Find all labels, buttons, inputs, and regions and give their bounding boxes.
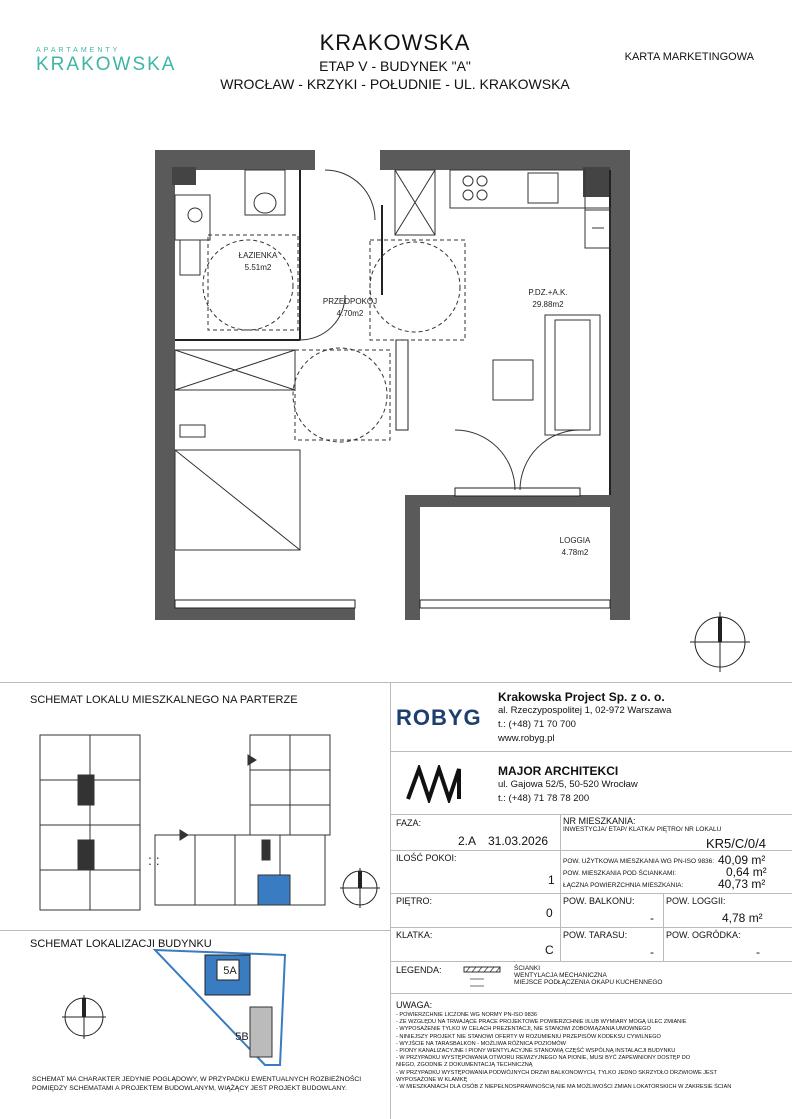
compass-location-icon xyxy=(62,995,106,1039)
legend-icons xyxy=(462,965,507,991)
room-bathroom-name: ŁAZIENKA xyxy=(238,251,278,260)
developer-phone: t.: (+48) 71 70 700 xyxy=(498,719,576,730)
apartment-number-label: NR MIESZKANIA: xyxy=(563,816,636,826)
floor-plan xyxy=(150,145,650,630)
garden-value: - xyxy=(756,945,760,959)
usable-area-value: 40,09 m² xyxy=(718,853,766,867)
walls-area-value: 0,64 m² xyxy=(726,865,767,879)
usable-area-label: POW. UŻYTKOWA MIESZKANIA WG PN-ISO 9836: xyxy=(563,858,715,865)
building-5a-label: 5A xyxy=(223,965,237,977)
legend-item-hood: MIEJSCE PODŁĄCZENIA OKAPU KUCHENNEGO xyxy=(514,979,663,986)
compass-small-icon xyxy=(340,868,380,908)
floor-value: 0 xyxy=(546,906,553,920)
note-item: - W MIESZKANIACH DLA OSÓB Z NIEPEŁNOSPRAWNOŚCIĄ NIE MA MOŻLIWOŚCI ZMIAN LOKATORSKICH W ZAKRESIE ŚCIAN xyxy=(396,1084,732,1091)
apartment-number-sub: INWESTYCJA/ ETAP/ KLATKA/ PIĘTRO/ NR LOKALU xyxy=(563,826,722,833)
brand-logo xyxy=(36,47,176,76)
garden-label: POW. OGRÓDKA: xyxy=(666,930,741,940)
notes-list xyxy=(396,1012,776,1091)
stair-value: C xyxy=(545,943,554,957)
robyg-logo: ROBYG xyxy=(396,705,482,730)
total-area-label: ŁĄCZNA POWIERZCHNIA MIESZKANIA: xyxy=(563,882,684,889)
room-living-name: P.DZ.+A.K. xyxy=(528,288,568,297)
room-loggia-area: 4.78m2 xyxy=(561,548,589,557)
total-area-value: 40,73 m² xyxy=(718,877,766,891)
balcony-value: - xyxy=(650,911,654,925)
note-item: - W PRZYPADKU WYSTĘPOWANIA OTWORU REWIZYJNEGO NA PIONIE, MUSI BYĆ ZAPEWNIONY DOSTĘP DO xyxy=(396,1055,691,1062)
stair-label: KLATKA: xyxy=(396,930,433,940)
architect-address: ul. Gajowa 52/5, 50-520 Wrocław xyxy=(498,779,638,790)
faza-value: 2.A xyxy=(458,834,477,848)
title-subtitle: ETAP V - BUDYNEK "A" xyxy=(319,58,471,74)
note-item: - POWIERZCHNIE LICZONE WG NORMY PN-ISO 9836 xyxy=(396,1012,538,1018)
compass-icon xyxy=(690,612,750,672)
svg-text:: :: : : xyxy=(148,852,160,868)
apartment-number-value: KR5/C/0/4 xyxy=(706,836,766,851)
legend-items xyxy=(514,965,662,986)
title-main: KRAKOWSKA xyxy=(319,30,471,55)
terrace-value: - xyxy=(650,945,654,959)
developer-address: al. Rzeczypospolitej 1, 02-972 Warszawa xyxy=(498,705,672,716)
notes xyxy=(396,1000,776,1091)
developer-info xyxy=(498,690,671,746)
page-title xyxy=(220,30,570,92)
room-bathroom-area: 5.51m2 xyxy=(244,263,272,272)
room-hall-area: 4.70m2 xyxy=(336,309,364,318)
balcony-label: POW. BALKONU: xyxy=(563,896,635,906)
architect-name: MAJOR ARCHITEKCI xyxy=(498,764,619,778)
room-hall-name: PRZEDPOKÓJ xyxy=(322,297,378,306)
note-item: - NINIEJSZY PROJEKT NIE STANOWI OFERTY W ROZUMIENIU PRZEPISÓW KODEKSU CYWILNEGO xyxy=(396,1033,661,1040)
legend-item-walls: ŚCIANKI xyxy=(514,965,541,972)
loggia-value: 4,78 m² xyxy=(722,911,763,925)
walls-area-label: POW. MIESZKANIA POD ŚCIANKAMI: xyxy=(563,870,677,877)
legend-item-ventilation: WENTYLACJA MECHANICZNA xyxy=(514,972,607,979)
building-5b-label: 5B xyxy=(235,1031,249,1043)
card-type: KARTA MARKETINGOWA xyxy=(624,51,754,63)
location-scheme-title: SCHEMAT LOKALIZACJI BUDYNKU xyxy=(30,938,212,950)
rooms-value: 1 xyxy=(548,873,555,887)
title-address: WROCŁAW - KRZYKI - POŁUDNIE - UL. KRAKOWSKA xyxy=(220,76,570,92)
developer-web: www.robyg.pl xyxy=(498,733,555,744)
terrace-label: POW. TARASU: xyxy=(563,930,628,940)
note-item: - W PRZYPADKU WYSTĘPOWANIA PODWÓJNYCH DRZWI BALKONOWYCH, TYLKO JEDNO SKRZYDŁO DRZWIOWE JEST xyxy=(396,1069,717,1076)
note-item: - WYJŚCIE NA TARASBALKON - MOŻLIWA RÓŻNICA POZIOMÓW xyxy=(396,1040,566,1047)
location-scheme xyxy=(150,945,300,1070)
date-value: 31.03.2026 xyxy=(488,834,549,848)
note-item: NIEGO, ZGODNIE Z DOKUMENTACJĄ TECHNICZNĄ xyxy=(396,1062,533,1069)
brand-big-text: KRAKOWSKA xyxy=(36,54,177,75)
room-living-area: 29.88m2 xyxy=(532,300,564,309)
brand-small-text: APARTAMENTY xyxy=(36,47,121,54)
architect-phone: t.: (+48) 71 78 78 200 xyxy=(498,793,590,804)
room-loggia-name: LOGGIA xyxy=(559,536,591,545)
loggia-label: POW. LOGGII: xyxy=(666,896,726,906)
floor-label: PIĘTRO: xyxy=(396,896,433,906)
notes-title: UWAGA: xyxy=(396,1000,433,1010)
note-item: - PIONY KANALIZACYJNE I PIONY WENTYLACYJNE STANOWIĄ CZĘŚĆ WSPÓLNĄ INSTALACJI BUDYNKU xyxy=(396,1048,676,1055)
legend-title: LEGENDA: xyxy=(396,965,442,975)
note-item: - ZE WZGLĘDU NA TRWAJĄCE PRACE PROJEKTOWE POWIERZCHNIE I/LUB WYMIARY MOGĄ ULEC ZMIANIE xyxy=(396,1019,687,1026)
rooms-label: ILOŚĆ POKOI: xyxy=(396,853,457,863)
note-item: WYPOSAŻONE W KLAMKĘ xyxy=(396,1076,468,1083)
developer-name: Krakowska Project Sp. z o. o. xyxy=(498,690,665,704)
ground-floor-scheme-title: SCHEMAT LOKALU MIESZKALNEGO NA PARTERZE xyxy=(30,694,298,706)
architect-info xyxy=(498,764,638,806)
major-architekci-logo xyxy=(405,765,465,803)
ground-floor-scheme xyxy=(30,720,370,925)
note-item: - WYPOSAŻENIE TYLKO W CELACH PREZENTACJI, NIE STANOWI ZOBOWIĄZANIA UMOWNEGO xyxy=(396,1026,651,1033)
footnote: SCHEMAT MA CHARAKTER JEDYNIE POGLĄDOWY, W PRZYPADKU EWENTUALNYCH ROZBIEŻNOŚCI POMIĘDZY SCHEMATAMI A PROJEKTEM BUDOWLANYM, WIĄŻĄCY JEST PROJEKT BUDOWLANY. xyxy=(32,1076,362,1092)
faza-label: FAZA: xyxy=(396,818,422,828)
